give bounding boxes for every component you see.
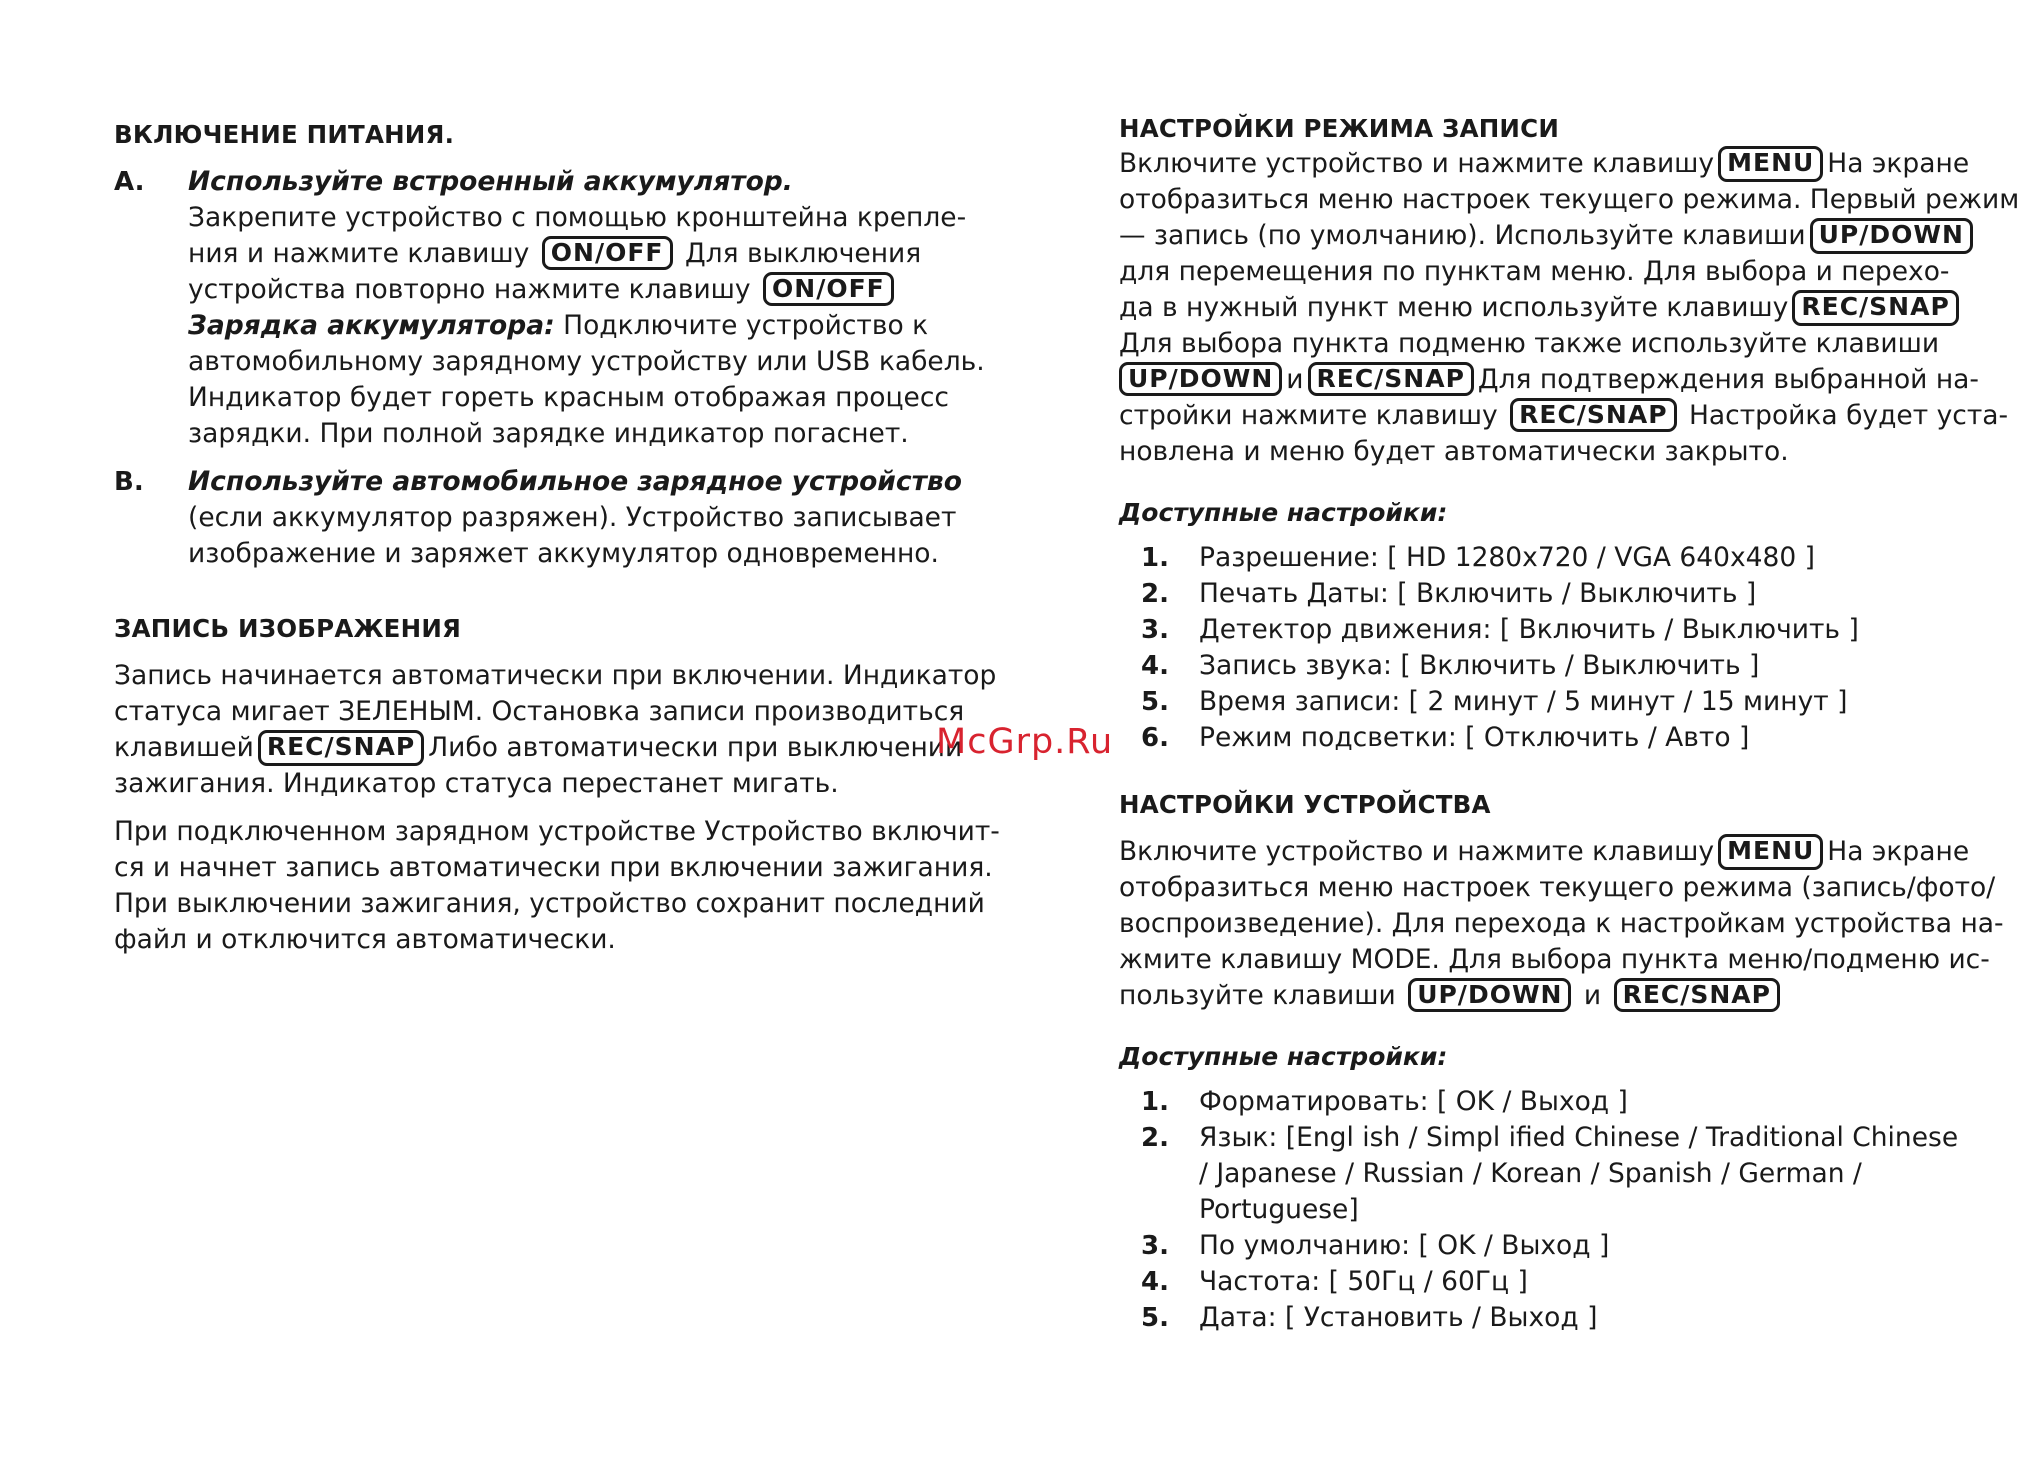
dev-settings-line: воспроизведение). Для перехода к настройкам устройства на- bbox=[1119, 908, 2004, 939]
record-heading: ЗАПИСЬ ИЗОБРАЖЕНИЯ bbox=[114, 614, 462, 643]
record-p2-line: При выключении зажигания, устройство сохранит последний bbox=[114, 888, 985, 919]
dev-settings-heading: НАСТРОЙКИ УСТРОЙСТВА bbox=[1119, 790, 1491, 819]
item-a-marker: A. bbox=[114, 167, 145, 197]
item-b-line: (если аккумулятор разряжен). Устройство записывает bbox=[188, 502, 957, 533]
item-a-title: Используйте встроенный аккумулятор. bbox=[188, 166, 793, 197]
dev-settings-line: Включите устройство и нажмите клавишу MENU На экране bbox=[1119, 834, 1927, 870]
recsnap-key: REC/SNAP bbox=[1792, 290, 1958, 326]
dev-settings-line: жмите клавишу MODE. Для выбора пункта меню/подменю ис- bbox=[1119, 944, 1990, 975]
recsnap-key: REC/SNAP bbox=[1614, 978, 1780, 1012]
dev-settings-line: пользуйте клавиши UP/DOWN и REC/SNAP bbox=[1119, 978, 1784, 1014]
onoff-key: ON/OFF bbox=[542, 236, 673, 270]
item-a-line: автомобильному зарядному устройству или USB кабель. bbox=[188, 346, 985, 377]
item-b-marker: B. bbox=[114, 467, 144, 497]
record-p2-line: ся и начнет запись автоматически при включении зажигания. bbox=[114, 852, 993, 883]
rec-settings-line: — запись (по умолчанию). Используйте клавиши UP/DOWN bbox=[1119, 218, 1927, 254]
recsnap-key: REC/SNAP bbox=[1510, 398, 1676, 432]
item-a-line: зарядки. При полной зарядке индикатор погаснет. bbox=[188, 418, 909, 449]
item-b-line: изображение и заряжет аккумулятор одновременно. bbox=[188, 538, 939, 569]
rec-available-label: Доступные настройки: bbox=[1119, 498, 1448, 527]
item-a-line: ния и нажмите клавишу ON/OFF Для выключения bbox=[188, 238, 922, 269]
updown-key: UP/DOWN bbox=[1408, 978, 1571, 1012]
record-p2-line: файл и отключится автоматически. bbox=[114, 924, 616, 955]
charging-label: Зарядка аккумулятора: bbox=[188, 310, 555, 341]
rec-settings-heading: НАСТРОЙКИ РЕЖИМА ЗАПИСИ bbox=[1119, 114, 1560, 143]
record-p1-line: статуса мигает ЗЕЛЕНЫМ. Остановка записи производиться bbox=[114, 696, 965, 727]
rec-settings-line: да в нужный пункт меню используйте клавишу REC/SNAP bbox=[1119, 290, 1927, 326]
record-p2-line: При подключенном зарядном устройстве Устройство включит- bbox=[114, 816, 1000, 847]
updown-key: UP/DOWN bbox=[1810, 218, 1973, 254]
power-heading: ВКЛЮЧЕНИЕ ПИТАНИЯ. bbox=[114, 120, 455, 149]
dev-available-label: Доступные настройки: bbox=[1119, 1042, 1448, 1071]
record-p1-line: клавишей REC/SNAP Либо автоматически при выключении bbox=[114, 730, 920, 766]
rec-settings-line: Включите устройство и нажмите клавишу MENU На экране bbox=[1119, 146, 1927, 182]
item-a-line: устройства повторно нажмите клавишу ON/OFF bbox=[188, 272, 898, 308]
item-a-line: Зарядка аккумулятора: Подключите устройство к bbox=[188, 310, 929, 341]
rec-settings-line: отобразиться меню настроек текущего режима. Первый режим bbox=[1119, 184, 2020, 215]
record-p1-line: зажигания. Индикатор статуса перестанет мигать. bbox=[114, 768, 839, 799]
dev-settings-line: отобразиться меню настроек текущего режима (запись/фото/ bbox=[1119, 872, 1996, 903]
rec-settings-line: новлена и меню будет автоматически закрыто. bbox=[1119, 436, 1789, 467]
recsnap-key: REC/SNAP bbox=[1308, 362, 1474, 396]
updown-key: UP/DOWN bbox=[1119, 362, 1282, 396]
item-a-line: Закрепите устройство с помощью кронштейна крепле- bbox=[188, 202, 967, 233]
onoff-key: ON/OFF bbox=[763, 272, 894, 306]
item-b-title: Используйте автомобильное зарядное устройство bbox=[188, 466, 962, 497]
menu-key: MENU bbox=[1718, 834, 1823, 870]
rec-settings-line: стройки нажмите клавишу REC/SNAP Настройка будет уста- bbox=[1119, 400, 2009, 431]
watermark: McGrp.Ru bbox=[936, 722, 1114, 762]
rec-settings-line: для перемещения по пунктам меню. Для выбора и перехо- bbox=[1119, 256, 1950, 287]
menu-key: MENU bbox=[1718, 146, 1823, 182]
rec-settings-line: UP/DOWN и REC/SNAP Для подтверждения выбранной на- bbox=[1119, 362, 1979, 398]
record-p1-line: Запись начинается автоматически при включении. Индикатор bbox=[114, 660, 997, 691]
rec-settings-line: Для выбора пункта подменю также используйте клавиши bbox=[1119, 328, 1940, 359]
recsnap-key: REC/SNAP bbox=[258, 730, 424, 766]
item-a-line: Индикатор будет гореть красным отображая процесс bbox=[188, 382, 949, 413]
